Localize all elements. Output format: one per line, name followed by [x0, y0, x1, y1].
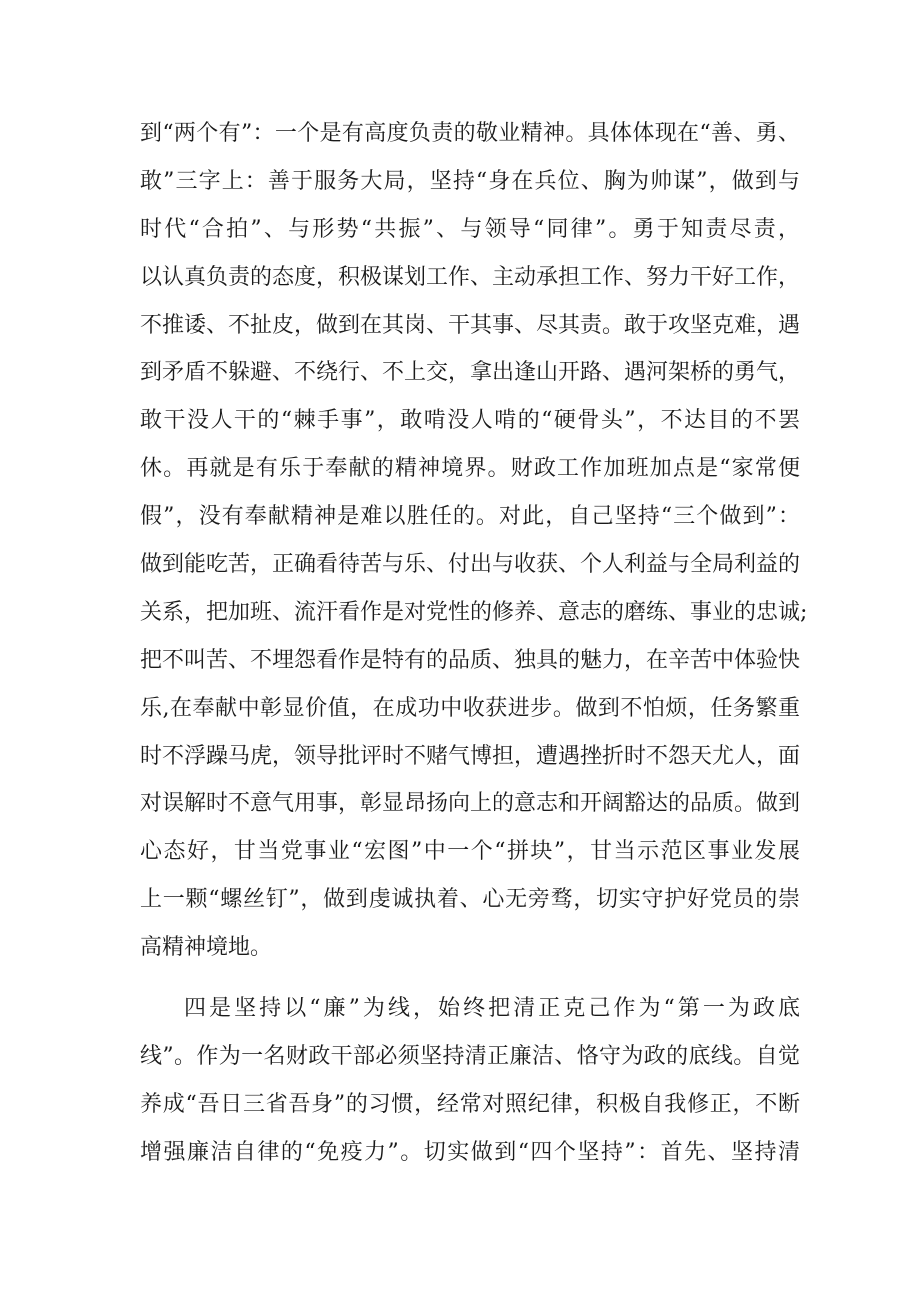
- paragraph-1: [140, 110, 808, 972]
- text-line: 敢”三字上：善于服务大局，坚持“身在兵位、胸为帅谋”，做到与: [140, 168, 800, 194]
- text-line: 对误解时不意气用事，彰显昂扬向上的意志和开阔豁达的品质。做到: [140, 791, 801, 817]
- text-line: 不推诿、不扯皮，做到在其岗、干其事、尽其责。敢于攻坚克难，遇: [140, 312, 801, 338]
- paragraph-spacing: [140, 972, 800, 985]
- text-line: 到“两个有”：一个是有高度负责的敬业精神。具体体现在“善、勇、: [140, 121, 800, 146]
- text-line: 心态好，甘当党事业“宏图”中一个“拼块”，甘当示范区事业发展: [140, 839, 800, 865]
- text-line: 休。再就是有乐于奉献的精神境界。财政工作加班加点是“家常便: [140, 456, 800, 482]
- text-line: 以认真负责的态度，积极谋划工作、主动承担工作、努力干好工作，: [140, 264, 801, 290]
- document-body: [140, 110, 808, 1177]
- text-line: 假”，没有奉献精神是难以胜任的。对此，自己坚持“三个做到”：: [140, 504, 800, 530]
- text-line: 线”。作为一名财政干部必须坚持清正廉洁、恪守为政的底线。自觉: [140, 1043, 800, 1069]
- text-line: 时代“合拍”、与形势“共振”、与领导“同律”。勇于知责尽责，: [140, 216, 800, 242]
- text-line: 敢干没人干的“棘手事”，敢啃没人啃的“硬骨头”，不达目的不罢: [140, 408, 800, 434]
- text-line: 做到能吃苦，正确看待苦与乐、付出与收获、个人利益与全局利益的: [140, 552, 801, 578]
- paragraph-2: [140, 985, 800, 1177]
- text-line: 养成“吾日三省吾身”的习惯，经常对照纪律，积极自我修正，不断: [140, 1091, 800, 1117]
- text-line-last: 高精神境地。: [140, 935, 273, 961]
- text-line: 到矛盾不躲避、不绕行、不上交，拿出逢山开路、遇河架桥的勇气，: [140, 360, 801, 386]
- text-line: 时不浮躁马虎，领导批评时不赌气博担，遭遇挫折时不怨天尤人，面: [140, 743, 801, 769]
- text-line: 把不叫苦、不埋怨看作是特有的品质、独具的魅力，在辛苦中体验快: [140, 647, 801, 673]
- text-line: 乐,在奉献中彰显价值，在成功中收获进步。做到不怕烦，任务繁重: [140, 695, 800, 721]
- text-line: 关系，把加班、流汗看作是对党性的修养、意志的磨练、事业的忠诚;: [140, 599, 808, 625]
- text-line-indented: 四是坚持以“廉”为线，始终把清正克己作为“第一为政底: [184, 996, 800, 1022]
- text-line: 增强廉洁自律的“免疫力”。切实做到“四个坚持”：首先、坚持清: [140, 1139, 800, 1165]
- text-line: 上一颗“螺丝钉”，做到虔诚执着、心无旁骛，切实守护好党员的崇: [140, 887, 800, 913]
